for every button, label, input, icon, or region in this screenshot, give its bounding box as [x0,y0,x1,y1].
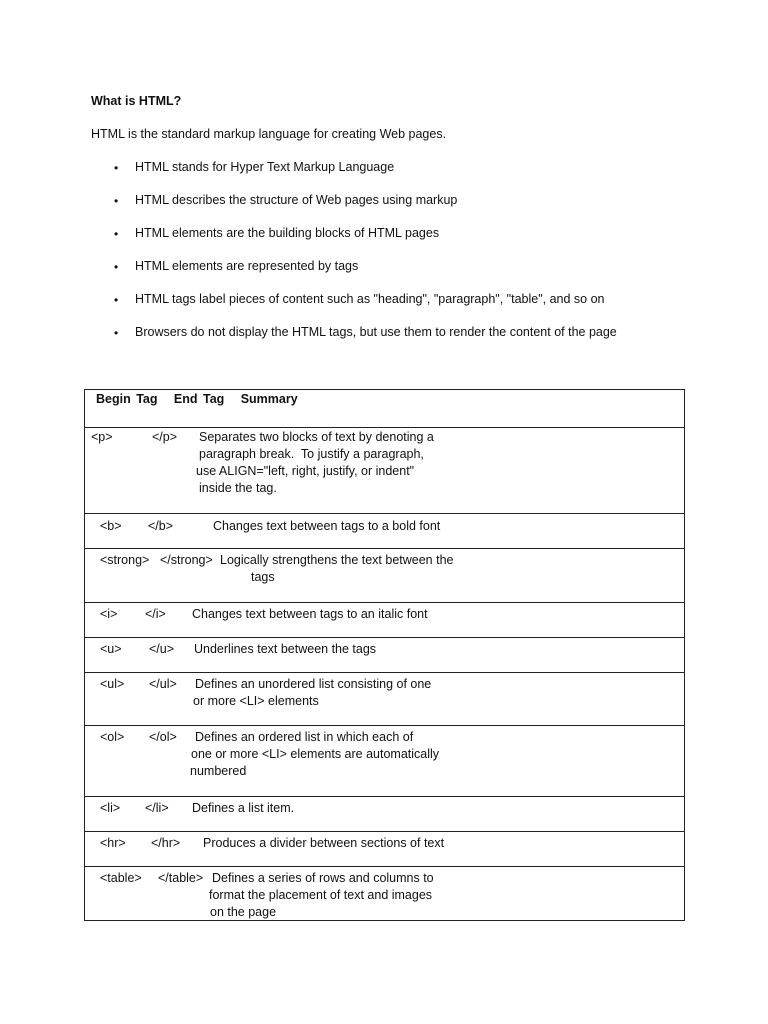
summary-line: Defines an ordered list in which each of [195,730,414,744]
table-row [85,513,684,548]
begin-tag: <hr> [100,836,126,850]
begin-tag: <p> [91,430,113,444]
end-tag: </b> [148,519,174,533]
summary-line: Separates two blocks of text by denoting a [199,430,434,444]
summary-line: paragraph break. To justify a paragraph, [199,447,424,461]
bullet-icon: • [114,194,119,208]
table-row [85,637,684,672]
begin-tag: <b> [100,519,122,533]
table-header: Begin Tag End Tag Summary [96,392,298,406]
end-tag: </i> [145,607,166,621]
summary-line: on the page [210,905,277,919]
end-tag: </u> [149,642,175,656]
end-tag: </ol> [149,730,177,744]
end-tag: </p> [152,430,178,444]
begin-tag: <strong> [100,553,150,567]
summary-line: inside the tag. [199,481,277,495]
summary-line: Logically strengthens the text between the [220,553,454,567]
end-tag: </table> [158,871,204,885]
summary-line: format the placement of text and images [209,888,433,902]
end-tag: </ul> [149,677,177,691]
html-tag-table [84,389,685,921]
summary-line: Produces a divider between sections of text [203,836,445,850]
bullet-icon: • [114,326,119,340]
begin-tag: <u> [100,642,122,656]
bullet-icon: • [114,161,119,175]
list-item-text: HTML describes the structure of Web pages using markup [135,193,458,207]
bullet-icon: • [114,293,119,307]
table-row [85,796,684,831]
summary-line: Defines a list item. [192,801,295,815]
end-tag: </hr> [151,836,181,850]
begin-tag: <i> [100,607,118,621]
summary-line: Defines a series of rows and columns to [212,871,434,885]
summary-line: tags [251,570,275,584]
list-item-text: Browsers do not display the HTML tags, but use them to render the content of the page [135,325,617,339]
list-item-text: HTML elements are the building blocks of HTML pages [135,226,440,240]
table-row [85,427,684,513]
begin-tag: <li> [100,801,121,815]
summary-line: numbered [190,764,247,778]
table-header-row [85,390,684,427]
bullet-icon: • [114,227,119,241]
summary-line: or more <LI> elements [193,694,319,708]
bullet-icon: • [114,260,119,274]
begin-tag: <ol> [100,730,125,744]
list-item-text: HTML elements are represented by tags [135,259,359,273]
end-tag: </strong> [160,553,213,567]
begin-tag: <ul> [100,677,125,691]
table-row [85,831,684,866]
table-row [85,672,684,725]
list-item-text: HTML stands for Hyper Text Markup Language [135,160,395,174]
page-heading: What is HTML? [91,94,182,108]
table-row [85,725,684,796]
table-row [85,548,684,602]
summary-line: one or more <LI> elements are automatically [191,747,440,761]
summary-line: Defines an unordered list consisting of one [195,677,432,691]
summary-line: Changes text between tags to a bold font [213,519,441,533]
intro-paragraph: HTML is the standard markup language for creating Web pages. [91,127,447,141]
summary-line: Underlines text between the tags [194,642,377,656]
table-row [85,602,684,637]
list-item-text: HTML tags label pieces of content such as "heading", "paragraph", "table", and so on [135,292,605,306]
begin-tag: <table> [100,871,142,885]
end-tag: </li> [145,801,169,815]
table-row [85,866,684,920]
summary-line: Changes text between tags to an italic font [192,607,428,621]
summary-line: use ALIGN="left, right, justify, or indent" [196,464,415,478]
